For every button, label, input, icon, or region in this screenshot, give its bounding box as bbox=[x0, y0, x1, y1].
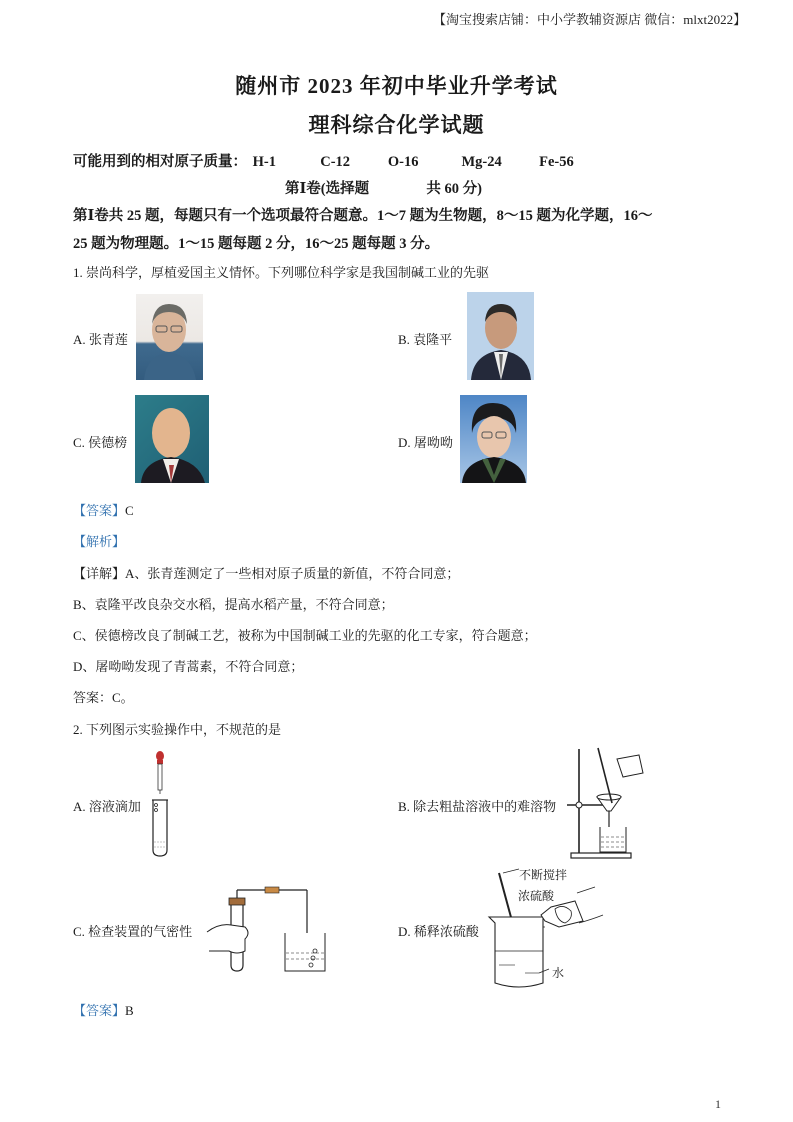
q2-option-d-label: D. 稀释浓硫酸 bbox=[398, 924, 479, 939]
q1-detail-line-c: C、侯德榜改良了制碱工艺，被称为中国制碱工业的先驱的化工专家，符合题意； bbox=[73, 628, 537, 643]
detail-tag: 【详解】 bbox=[73, 566, 126, 581]
section-title-right: 共 60 分) bbox=[426, 181, 482, 197]
section-title bbox=[285, 177, 482, 198]
page-number: 1 bbox=[715, 1097, 721, 1111]
q1-option-b-label: B. 袁隆平 bbox=[398, 332, 453, 347]
instructions-line1: 第Ⅰ卷共 25 题，每题只有一个选项最符合题意。1～7 题为生物题，8～15 题为化学题，16～ bbox=[73, 208, 653, 224]
mass-mg: Mg-24 bbox=[461, 154, 502, 170]
mass-h: H-1 bbox=[252, 154, 276, 170]
portrait-icon bbox=[460, 395, 527, 483]
watermark: 【淘宝搜索店铺：中小学教辅资源店 微信：mlxt2022】 bbox=[433, 12, 747, 27]
q1-option-a-photo bbox=[136, 294, 203, 380]
mass-fe: Fe-56 bbox=[539, 154, 574, 170]
question-1-stem: 1. 崇尚科学，厚植爱国主义情怀。下列哪位科学家是我国制碱工业的先驱 bbox=[73, 265, 490, 280]
q2-option-a-label: A. 溶液滴加 bbox=[73, 799, 141, 814]
mass-c: C-12 bbox=[320, 154, 351, 170]
dilute-sulfuric-acid-icon bbox=[485, 865, 605, 993]
q1-detail-line-d: D、屠呦呦发现了青蒿素，不符合同意； bbox=[73, 659, 304, 674]
answer-tag: 【答案】 bbox=[73, 1003, 126, 1018]
exam-title: 随州市 2023 年初中毕业升学考试 bbox=[235, 74, 558, 98]
answer-value: C bbox=[125, 503, 134, 518]
portrait-icon bbox=[135, 395, 209, 483]
portrait-icon bbox=[467, 292, 534, 380]
answer-tag: 【答案】 bbox=[73, 503, 126, 518]
q2-option-c-label: C. 检查装置的气密性 bbox=[73, 924, 193, 939]
filtration-apparatus-icon bbox=[565, 745, 650, 863]
q1-option-b-photo bbox=[467, 292, 534, 380]
q1-option-c-photo bbox=[135, 395, 209, 483]
q1-detail-line-b: B、袁隆平改良杂交水稻，提高水稻产量，不符合同意； bbox=[73, 597, 394, 612]
instructions-line2: 25 题为物理题。1～15 题每题 2 分，16～25 题每题 3 分。 bbox=[73, 236, 440, 252]
annotation-conc-acid: 浓硫酸 bbox=[518, 889, 555, 903]
q1-option-d-photo bbox=[460, 395, 527, 483]
q1-option-d-label: D. 屠呦呦 bbox=[398, 435, 453, 450]
detail-text: A、张青莲测定了一些相对原子质量的新值，不符合同意； bbox=[125, 566, 460, 581]
portrait-icon bbox=[136, 294, 203, 380]
annotation-water: 水 bbox=[552, 966, 565, 980]
dropper-test-tube-icon bbox=[145, 750, 175, 858]
section-title-left: 第Ⅰ卷(选择题 bbox=[285, 181, 370, 197]
q1-option-a-label: A. 张青莲 bbox=[73, 332, 128, 347]
atomic-masses-label: 可能用到的相对原子质量： bbox=[73, 154, 247, 170]
q2-option-b-label: B. 除去粗盐溶液中的难溶物 bbox=[398, 799, 557, 814]
q1-option-c-label: C. 侯德榜 bbox=[73, 435, 128, 450]
answer-value: B bbox=[125, 1003, 134, 1018]
q2-answer bbox=[73, 1000, 134, 1019]
annotation-stir: 不断搅拌 bbox=[519, 868, 568, 882]
exam-subtitle: 理科综合化学试题 bbox=[308, 113, 485, 137]
q1-analysis-tag: 【解析】 bbox=[73, 534, 126, 549]
question-2-stem: 2. 下列图示实验操作中，不规范的是 bbox=[73, 722, 282, 737]
mass-o: O-16 bbox=[387, 154, 419, 170]
airtightness-check-icon bbox=[205, 885, 330, 975]
q1-detail-line-a bbox=[73, 563, 459, 582]
q1-conclusion: 答案：C。 bbox=[73, 690, 134, 705]
q1-answer bbox=[73, 500, 134, 519]
atomic-masses bbox=[73, 150, 574, 171]
